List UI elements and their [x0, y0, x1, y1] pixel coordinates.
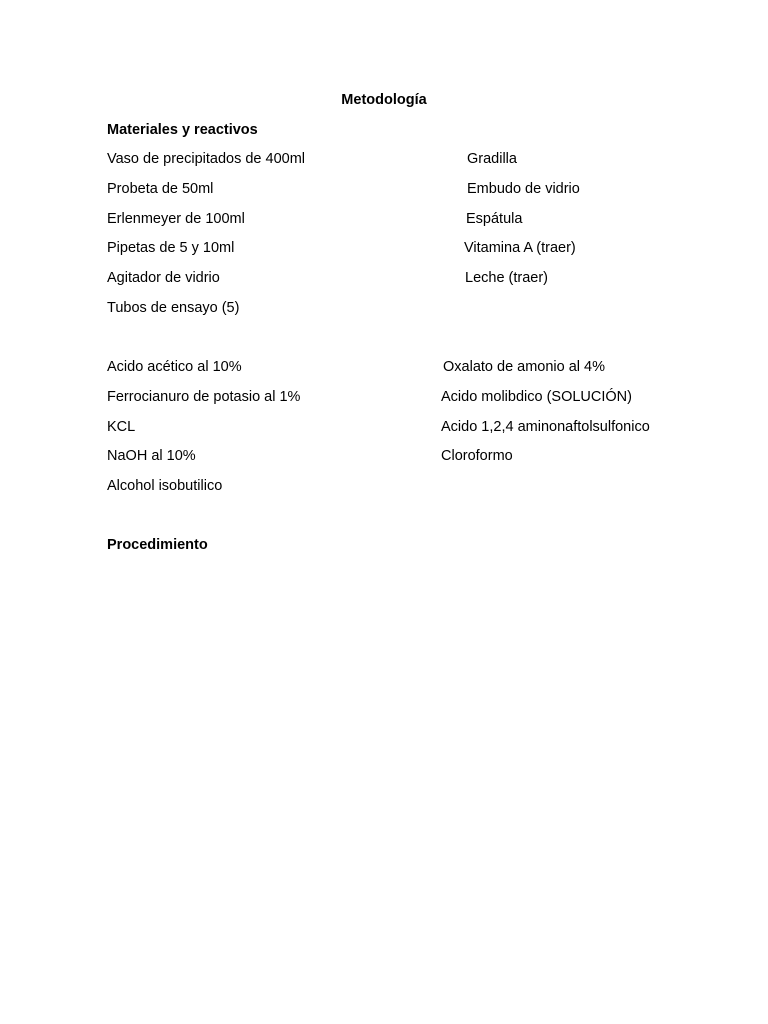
- list-item: Erlenmeyer de 100ml: [107, 210, 245, 227]
- reagents-right-list: [441, 358, 650, 477]
- materials-left-list: [107, 150, 305, 329]
- list-item: Vitamina A (traer): [464, 240, 576, 257]
- list-item: Pipetas de 5 y 10ml: [107, 240, 235, 257]
- page-title: Metodología: [341, 92, 427, 108]
- list-item: Acido acético al 10%: [107, 359, 242, 375]
- procedure-heading: Procedimiento: [107, 537, 208, 553]
- list-item: Gradilla: [467, 151, 517, 167]
- list-item: Alcohol isobutilico: [107, 478, 223, 495]
- materials-heading: Materiales y reactivos: [107, 122, 258, 138]
- list-item: KCL: [107, 418, 136, 435]
- list-item: Probeta de 50ml: [107, 180, 214, 197]
- list-item: Ferrocianuro de potasio al 1%: [107, 388, 301, 405]
- list-item: Acido 1,2,4 aminonaftolsulfonico: [441, 418, 650, 435]
- list-item: Acido molibdico (SOLUCIÓN): [441, 388, 632, 405]
- list-item: Leche (traer): [465, 270, 549, 287]
- list-item: Espátula: [466, 210, 523, 227]
- reagents-left-list: [107, 358, 300, 507]
- list-item: NaOH al 10%: [107, 448, 196, 465]
- list-item: Cloroformo: [441, 448, 513, 465]
- list-item: Agitador de vidrio: [107, 270, 220, 287]
- list-item: Embudo de vidrio: [467, 180, 580, 197]
- materials-right-list: [464, 150, 580, 299]
- list-item: Vaso de precipitados de 400ml: [107, 151, 306, 167]
- list-item: Oxalato de amonio al 4%: [443, 359, 606, 375]
- list-item: Tubos de ensayo (5): [107, 299, 240, 316]
